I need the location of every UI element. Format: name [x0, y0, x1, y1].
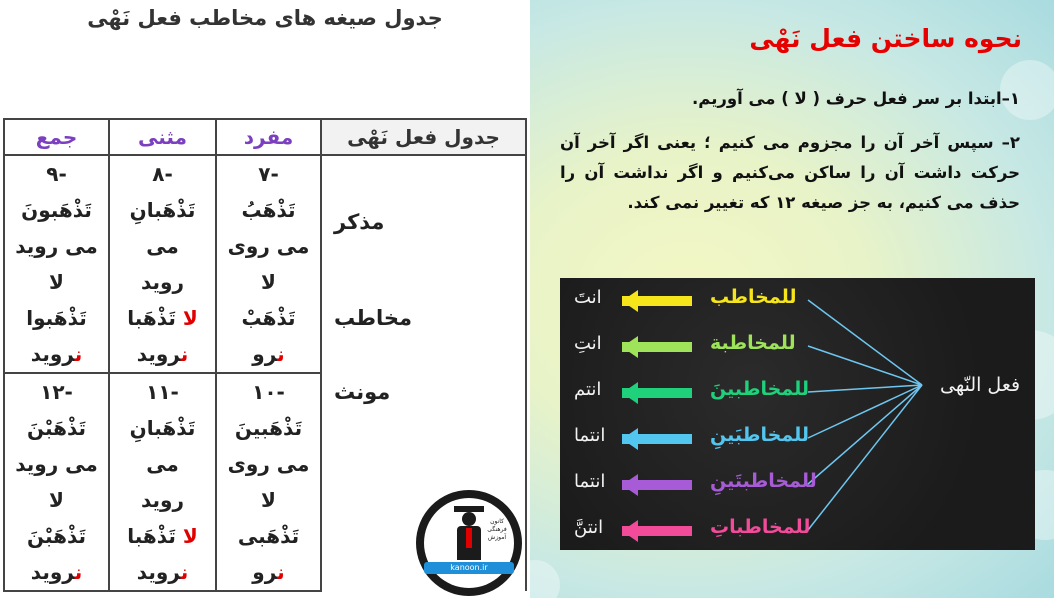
board-connector-5	[808, 385, 922, 530]
logo-site-text: kanoon.ir	[424, 562, 514, 574]
g1-jam-ravid: روید	[30, 342, 75, 366]
g2-jam-ravid: روید	[30, 560, 75, 584]
g2-mofrad-nahi: تَذْهَبی	[216, 518, 321, 554]
board-connector-2	[808, 385, 922, 392]
board-label-4: للمخاطبتَینِ	[710, 470, 817, 492]
g2-mosanna-ravid: روید	[136, 560, 181, 584]
g2-jam-nahi: تَذْهَبْنَ	[4, 518, 109, 554]
g1-jam-la: لا	[4, 264, 109, 300]
g1-mofrad-nahi: تَذْهَبْ	[216, 300, 321, 336]
g1-mofrad-ro: رو	[252, 342, 278, 366]
g1-mofrad-meaning: می روی	[216, 228, 321, 264]
g1-mosanna-meaning2: روید	[109, 264, 216, 300]
header-main: جدول فعل نَهْی	[321, 119, 526, 155]
label-mozakar: مذکر	[321, 210, 526, 246]
g2-mofrad-nahi-meaning	[216, 554, 321, 591]
chalkboard-diagram	[560, 278, 1035, 550]
board-connector-0	[808, 300, 922, 385]
g1-mofrad-n: ن	[277, 342, 285, 366]
g2-mosanna-num: -۱۱	[109, 373, 216, 410]
board-connector-3	[808, 385, 922, 438]
board-pronoun-4: انتما	[574, 471, 606, 492]
board-arrow-0	[622, 296, 692, 306]
g2-mosanna-n: ن	[180, 560, 189, 584]
g2-mosanna-meaning2: روید	[109, 482, 216, 518]
g1-jam-nahi: تَذْهَبوا	[4, 300, 109, 336]
g2-jam-num: -۱۲	[4, 373, 109, 410]
g1-mosanna-meaning1: می	[109, 228, 216, 264]
logo-fa-text: کانون فرهنگی آموزش	[487, 518, 507, 541]
g2-mofrad-meaning: می روی	[216, 446, 321, 482]
g2-mosanna-nahi-meaning	[109, 554, 216, 591]
g2-jam-la: لا	[4, 482, 109, 518]
g1-mosanna-nahi-meaning	[109, 336, 216, 373]
g2-mofrad-n: ن	[277, 560, 285, 584]
g1-mofrad-nahi-meaning	[216, 336, 321, 373]
board-connector-lines	[560, 278, 1035, 550]
board-pronoun-3: انتما	[574, 425, 606, 446]
g2-mosanna-meaning1: می	[109, 446, 216, 482]
g1-jam-verb: تَذْهَبونَ	[4, 192, 109, 228]
g2-mosanna-nahi	[109, 518, 216, 554]
label-mokhatab: مخاطب	[321, 300, 526, 336]
board-label-1: للمخاطبة	[710, 332, 796, 354]
board-label-5: للمخاطباتِ	[710, 516, 811, 538]
g1-mofrad-la: لا	[216, 264, 321, 300]
g2-mosanna-verb: تَذْهَبانِ	[109, 410, 216, 446]
board-arrow-2	[622, 388, 692, 398]
board-arrow-4	[622, 480, 692, 490]
g1-mosanna-la: لا	[182, 306, 198, 330]
g2-jam-n: ن	[74, 560, 83, 584]
g2-mofrad-num: -۱۰	[216, 373, 321, 410]
board-connector-1	[808, 346, 922, 385]
board-connector-4	[808, 385, 922, 484]
header-mofrad: مفرد	[216, 119, 321, 155]
g1-mosanna-verb: تَذْهَبانِ	[109, 192, 216, 228]
g2-mofrad-la: لا	[216, 482, 321, 518]
g2-mofrad-verb: تَذْهَبینَ	[216, 410, 321, 446]
g2-jam-verb: تَذْهَبْنَ	[4, 410, 109, 446]
board-arrow-5	[622, 526, 692, 536]
board-pronoun-1: انتِ	[574, 333, 602, 354]
board-arrow-1	[622, 342, 692, 352]
g2-jam-nahi-meaning	[4, 554, 109, 591]
board-pronoun-5: انتنَّ	[574, 517, 604, 538]
howto-title: نحوه ساختن فعل نَهْی	[749, 24, 1022, 53]
rule-1: ۱–ابتدا بر سر فعل حرف ( لا ) می آوریم.	[691, 89, 1020, 108]
label-monas: مونث	[321, 373, 526, 410]
header-mosanna: مثنی	[109, 119, 216, 155]
board-pronoun-2: انتم	[574, 379, 602, 400]
rule-2: ۲– سپس آخر آن را مجزوم می کنیم ؛ یعنی اگر آخر آن حرکت داشت آن را ساکن می‌کنیم و اگر نداشت آن را حذف می کنیم، به جز صیغه ۱۲ که تغییر نمی کند.	[560, 133, 1020, 212]
kanoon-logo	[416, 490, 522, 596]
board-arrow-3	[622, 434, 692, 444]
g1-mosanna-nahi-verb: تَذْهَبا	[127, 306, 176, 330]
board-center-label: فعل النّهی	[940, 374, 1021, 396]
g1-mosanna-ravid: روید	[136, 342, 181, 366]
g2-mosanna-la: لا	[182, 524, 198, 548]
g1-jam-num: -۹	[4, 155, 109, 192]
table-title: جدول صیغه های مخاطب فعل نَهْی	[87, 6, 443, 30]
g2-mofrad-ro: رو	[252, 560, 278, 584]
explanation-panel	[530, 0, 1054, 598]
board-pronoun-0: انتَ	[574, 287, 602, 308]
g1-mosanna-num: -۸	[109, 155, 216, 192]
board-label-0: للمخاطب	[710, 286, 797, 308]
g1-jam-meaning: می روید	[4, 228, 109, 264]
board-label-2: للمخاطبینَ	[710, 378, 809, 400]
g2-mosanna-nahi-verb: تَذْهَبا	[127, 524, 176, 548]
g1-mosanna-n: ن	[180, 342, 189, 366]
g1-jam-n: ن	[74, 342, 83, 366]
g1-mosanna-nahi	[109, 300, 216, 336]
g1-mofrad-verb: تَذْهَبُ	[216, 192, 321, 228]
g1-mofrad-num: -۷	[216, 155, 321, 192]
header-jam: جمع	[4, 119, 109, 155]
g1-jam-nahi-meaning	[4, 336, 109, 373]
g2-jam-meaning: می روید	[4, 446, 109, 482]
board-label-3: للمخاطبَینِ	[710, 424, 809, 446]
